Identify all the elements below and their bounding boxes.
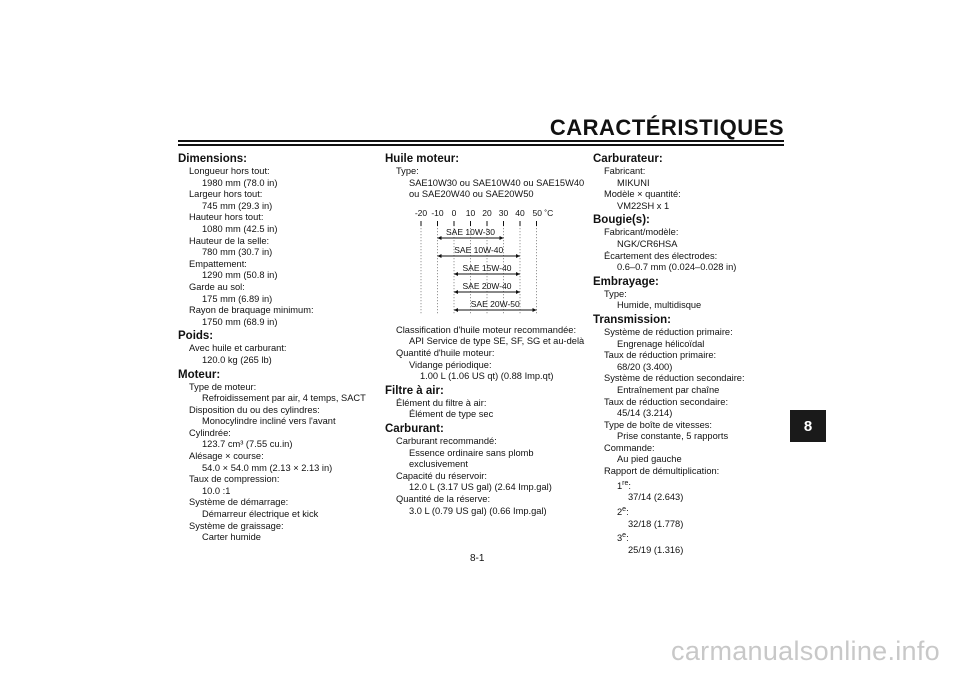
spec-value: Entraînement par chaîne xyxy=(617,384,720,395)
spec-value: 1750 mm (68.9 in) xyxy=(202,316,278,327)
gear-ratio-label xyxy=(593,478,783,493)
oil-grade-label: SAE 20W-40 xyxy=(462,280,512,291)
spec-label: Commande: xyxy=(604,442,655,453)
section-heading: Bougie(s): xyxy=(593,214,650,227)
spec-label: Fabricant/modèle: xyxy=(604,227,679,238)
gear-number: 3 xyxy=(617,533,623,544)
watermark: carmanualsonline.info xyxy=(671,636,940,666)
spec-value: 68/20 (3.400) xyxy=(617,361,673,372)
spec-value: SAE10W30 ou SAE10W40 ou SAE15W40 xyxy=(409,177,585,188)
temperature-tick-label: -10 xyxy=(431,207,444,218)
temperature-tick-label: 10 xyxy=(465,207,476,218)
spec-label: Avec huile et carburant: xyxy=(189,343,287,354)
spec-value: Engrenage hélicoïdal xyxy=(617,338,705,349)
section-heading: Embrayage: xyxy=(593,275,659,288)
temperature-tick-label: 50 ˚C xyxy=(532,207,554,218)
spec-value: 1980 mm (78.0 in) xyxy=(202,177,278,188)
spec-value: API Service de type SE, SF, SG et au-delà xyxy=(409,336,585,347)
spec-value: 25/19 (1.316) xyxy=(628,544,684,555)
column-dimensions-engine xyxy=(178,151,373,544)
spec-label: Taux de réduction secondaire: xyxy=(604,396,729,407)
spec-value: Refroidissement par air, 4 temps, SACT xyxy=(202,393,366,404)
section-heading: Huile moteur: xyxy=(385,153,460,165)
spec-value: Monocylindre incliné vers l'avant xyxy=(202,416,336,427)
spec-label: Modèle × quantité: xyxy=(604,189,681,200)
section-heading: Transmission: xyxy=(593,313,671,326)
spec-value: Prise constante, 5 rapports xyxy=(617,431,729,442)
temperature-tick-label: 40 xyxy=(515,207,525,218)
temperature-tick-label: -20 xyxy=(414,207,428,218)
spec-value: 745 mm (29.3 in) xyxy=(202,200,273,211)
spec-label: Écartement des électrodes: xyxy=(604,250,718,261)
section-heading: Carburateur: xyxy=(593,153,663,165)
gear-colon: : xyxy=(626,507,629,518)
spec-value: 120.0 kg (265 lb) xyxy=(202,354,272,365)
temperature-tick-label: 30 xyxy=(498,207,509,218)
spec-value: MIKUNI xyxy=(617,177,650,188)
section-heading: Dimensions: xyxy=(178,153,248,165)
section-heading: Filtre à air: xyxy=(385,384,444,397)
header-rule xyxy=(178,140,784,142)
arrow-left-icon xyxy=(438,236,442,240)
section-heading: Moteur: xyxy=(178,368,221,381)
spec-label: Système de graissage: xyxy=(189,520,284,531)
spec-label: Fabricant: xyxy=(604,166,646,176)
oil-viscosity-chart xyxy=(407,207,567,319)
spec-label: Hauteur de la selle: xyxy=(189,235,270,246)
spec-label: Cylindrée: xyxy=(189,427,231,438)
spec-label: Disposition du ou des cylindres: xyxy=(189,404,320,415)
spec-value: 12.0 L (3.17 US gal) (2.64 Imp.gal) xyxy=(409,482,552,493)
spec-value: Au pied gauche xyxy=(617,454,682,465)
arrow-right-icon xyxy=(500,236,504,240)
spec-label: Type de moteur: xyxy=(189,381,257,392)
column-carburetor-transmission xyxy=(593,151,783,557)
gear-number: 2 xyxy=(617,507,623,518)
spec-label: Alésage × course: xyxy=(189,451,264,462)
spec-value: Carter humide xyxy=(202,532,261,543)
spec-label: Hauteur hors tout: xyxy=(189,212,264,223)
spec-value: 32/18 (1.778) xyxy=(628,518,684,529)
spec-value: ou SAE20W40 ou SAE20W50 xyxy=(409,189,534,200)
spec-value: 37/14 (2.643) xyxy=(628,492,684,503)
page-title: CARACTÉRISTIQUES xyxy=(549,115,784,140)
gear-ordinal-suffix: re xyxy=(622,479,629,487)
temperature-tick-label: 20 xyxy=(482,207,492,218)
spec-label: Empattement: xyxy=(189,258,247,269)
spec-value: Élément de type sec xyxy=(409,409,494,420)
spec-value: 1290 mm (50.8 in) xyxy=(202,270,278,281)
spec-label: Élément du filtre à air: xyxy=(396,397,487,408)
spec-label: Taux de compression: xyxy=(189,474,280,485)
spec-label: Système de réduction primaire: xyxy=(604,326,733,337)
spec-value: 1.00 L (1.06 US qt) (0.88 Imp.qt) xyxy=(420,371,554,382)
oil-grade-label: SAE 10W-30 xyxy=(446,226,495,237)
arrow-left-icon xyxy=(454,272,458,276)
spec-label: Quantité de la réserve: xyxy=(396,493,491,504)
spec-label: Longueur hors tout: xyxy=(189,166,270,176)
gear-ordinal-suffix: e xyxy=(622,505,627,513)
spec-label: Rayon de braquage minimum: xyxy=(189,305,314,316)
spec-label: Taux de réduction primaire: xyxy=(604,350,717,361)
gear-ratio-label xyxy=(593,530,783,545)
spec-value: 45/14 (3.214) xyxy=(617,408,673,419)
spec-label: Capacité du réservoir: xyxy=(396,470,487,481)
spec-value: Humide, multidisque xyxy=(617,300,702,311)
spec-value: 1080 mm (42.5 in) xyxy=(202,223,278,234)
oil-grade-label: SAE 20W-50 xyxy=(470,298,520,309)
section-heading: Carburant: xyxy=(385,422,444,435)
spec-value: 175 mm (6.89 in) xyxy=(202,293,273,304)
spec-value: Essence ordinaire sans plomb xyxy=(409,447,534,458)
gear-ratio-label xyxy=(593,504,783,519)
arrow-right-icon xyxy=(516,290,520,294)
header-rule xyxy=(178,144,784,146)
spec-label: Type: xyxy=(604,288,627,299)
spec-label: Classification d'huile moteur recommandée: xyxy=(396,324,577,335)
spec-label: Quantité d'huile moteur: xyxy=(396,347,495,358)
spec-label: Type de boîte de vitesses: xyxy=(604,419,713,430)
arrow-left-icon xyxy=(438,254,442,258)
arrow-right-icon xyxy=(533,308,537,312)
gear-number: 1 xyxy=(617,480,623,491)
temperature-tick-label: 0 xyxy=(451,207,457,218)
gear-ordinal-suffix: e xyxy=(622,532,627,540)
arrow-right-icon xyxy=(516,254,520,258)
spec-label: Rapport de démultiplication: xyxy=(604,466,720,477)
spec-label: Type: xyxy=(396,166,419,176)
spec-label: Système de réduction secondaire: xyxy=(604,373,745,384)
spec-value: VM22SH x 1 xyxy=(617,200,670,211)
spec-value: exclusivement xyxy=(409,459,468,470)
spec-label: Carburant recommandé: xyxy=(396,435,497,446)
spec-value: Vidange périodique: xyxy=(409,359,492,370)
spec-value: 780 mm (30.7 in) xyxy=(202,247,273,258)
spec-value: NGK/CR6HSA xyxy=(617,238,678,249)
column-oil-filter-fuel xyxy=(385,151,585,517)
spec-value: 123.7 cm³ (7.55 cu.in) xyxy=(202,439,293,450)
spec-value: 3.0 L (0.79 US gal) (0.66 Imp.gal) xyxy=(409,505,547,516)
spec-value: 54.0 × 54.0 mm (2.13 × 2.13 in) xyxy=(202,462,333,473)
arrow-right-icon xyxy=(516,272,520,276)
spec-value: 10.0 :1 xyxy=(202,485,231,496)
spec-label: Garde au sol: xyxy=(189,281,245,292)
gear-colon: : xyxy=(626,533,629,544)
chapter-tab: 8 xyxy=(790,410,826,442)
spec-label: Largeur hors tout: xyxy=(189,189,263,200)
spec-value: Démarreur électrique et kick xyxy=(202,509,319,520)
section-heading: Poids: xyxy=(178,330,214,343)
arrow-left-icon xyxy=(454,290,458,294)
spec-label: Système de démarrage: xyxy=(189,497,289,508)
page-number: 8-1 xyxy=(470,553,485,564)
gear-colon: : xyxy=(628,480,631,491)
arrow-left-icon xyxy=(454,308,458,312)
spec-value: 0.6–0.7 mm (0.024–0.028 in) xyxy=(617,262,737,273)
oil-grade-label: SAE 10W-40 xyxy=(454,244,504,255)
oil-grade-label: SAE 15W-40 xyxy=(462,262,512,273)
